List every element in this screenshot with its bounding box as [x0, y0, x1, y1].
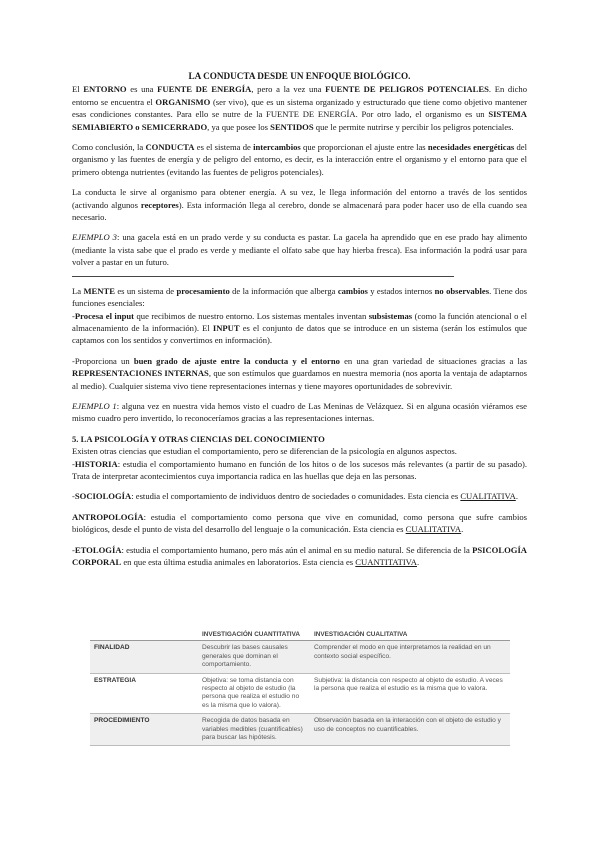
table-cell: Comprender el modo en que interpretamos la realidad en un contexto social específico.	[310, 641, 510, 673]
table-cell: Subjetiva: la distancia con respecto al objeto de estudio. A veces la persona que realiza el estudio es la misma que lo valora.	[310, 673, 510, 714]
paragraph-conducta: Como conclusión, la CONDUCTA es el sistema de intercambios que proporcionan el ajuste entre las necesidades energéticas del organismo y las fuentes de energía y de peligro del entorno, es decir, es la interacción entre el organismo y el entorno para que el primero obtenga nutrientes (evitando las fuentes de peligros potenciales).	[72, 142, 528, 177]
paragraph-mente: La MENTE es un sistema de procesamiento de la información que alberga cambios y estados internos no observables. Tiene dos funciones esenciales:	[72, 285, 527, 309]
document-title: LA CONDUCTA DESDE UN ENFOQUE BIOLÓGICO.	[188, 71, 411, 81]
table-header-cell: INVESTIGACIÓN CUALITATIVA	[310, 630, 510, 641]
table-header-row	[90, 630, 510, 641]
table-row-label: FINALIDAD	[90, 641, 198, 673]
paragraph-antropologia: ANTROPOLOGÍA: estudia el comportamiento como persona que vive en comunidad, como persona que sufre cambios biológicos, desde el punto de vista del desarrollo del lenguaje o la comunicación. Esta ciencia es CUALITATIVA.	[72, 511, 527, 535]
comparison-table	[90, 630, 510, 746]
paragraph-representaciones: -Proporciona un buen grado de ajuste entre la conducta y el entorno en una gran variedad de situaciones gracias a las REPRESENTACIONES INTERNAS, que son estímulos que guardamos en nuestra memoria (nos aporta la ventaja de adaptarnos al medio). Cualquier sistema vivo tiene representaciones internas y tiene mayores oportunidades de sobrevivir.	[72, 355, 528, 391]
paragraph-historia: -HISTORIA: estudia el comportamiento humano en función de los hitos o de los sucesos más relevantes (a partir de su pasado). Trata de interpretar acontecimientos cuya importancia radica en las huellas que deja en las personas.	[72, 458, 527, 481]
paragraph-sociologia: -SOCIOLOGÍA: estudia el comportamiento de individuos dentro de sociedades o comunidades. Esta ciencia es CUALITATIVA.	[72, 491, 518, 502]
table-row-label: PROCEDIMIENTO	[90, 714, 198, 746]
table-row	[90, 641, 510, 673]
table-cell: Observación basada en la interacción con el objeto de estudio y uso de conceptos no cuantificables.	[310, 714, 510, 746]
table-cell: Recogida de datos basada en variables medibles (cuantificables) para buscar las hipótesis.	[198, 714, 310, 746]
table-cell: Descubrir las bases causales generales que dominan el comportamiento.	[198, 641, 310, 673]
horizontal-divider	[72, 276, 454, 277]
paragraph-etologia: -ETOLOGÍA: estudia el comportamiento humano, pero más aún el animal en su medio natural. Se diferencia de la PSICOLOGÍA CORPORAL en que esta última estudia animales en laboratorios. Esta ciencia es CUANTITATIVA.	[72, 544, 527, 567]
paragraph-input: -Procesa el input que recibimos de nuestro entorno. Los sistemas mentales inventan subsistemas (como la función atencional o el almacenamiento de la información). El INPUT es el conjunto de datos que se introduce en un sistema (serán los estímulos que captamos con los sentidos y convertimos en información).	[72, 310, 528, 346]
paragraph-ejemplo-1: EJEMPLO 1: alguna vez en nuestra vida hemos visto el cuadro de Las Meninas de Velázquez. Si en alguna ocasión viéramos ese mismo cuadro pero invertido, lo reconoceríamos gracias a las representaciones internas.	[72, 400, 527, 424]
section-intro: Existen otras ciencias que estudian el comportamiento, pero se diferencian de la psicología en algunos aspectos.	[72, 446, 457, 457]
document-page	[72, 70, 527, 568]
table-cell: Objetiva: se toma distancia con respecto al objeto de estudio (la persona que realiza el estudio no es la misma que lo valora).	[198, 673, 310, 714]
table-header-cell	[90, 630, 198, 641]
table-row	[90, 673, 510, 714]
table-row-label: ESTRATEGIA	[90, 673, 198, 714]
section-heading: 5. LA PSICOLOGÍA Y OTRAS CIENCIAS DEL CONOCIMIENTO	[72, 433, 325, 444]
table-header-cell: INVESTIGACIÓN CUANTITATIVA	[198, 630, 310, 641]
paragraph-energia: La conducta le sirve al organismo para obtener energía. A su vez, le llega información del entorno a través de los sentidos (activando algunos receptores). Esta información llega al cerebro, donde se almacenará para poder hacer uso de ella cuando sea necesario.	[72, 187, 527, 223]
table-row	[90, 714, 510, 746]
paragraph-entorno: El ENTORNO es una FUENTE DE ENERGÍA, pero a la vez una FUENTE DE PELIGROS POTENCIALES. En dicho entorno se encuentra el ORGANISMO (ser vivo), que es un sistema organizado y estructurado que tiene como objetivo mantener esas condiciones constantes. Para ello se nutre de la FUENTE DE ENERGÍA. Por otro lado, el organismo es un SISTEMA SEMIABIERTO o SEMICERRADO, ya que posee los SENTIDOS que le permite nutrirse y percibir los peligros potenciales.	[72, 84, 527, 132]
paragraph-ejemplo-3: EJEMPLO 3: una gacela está en un prado verde y su conducta es pastar. La gacela ha aprendido que en ese prado hay alimento (mediante la vista sabe que el prado es verde y mediante el olfato sabe que hay hierba fresca). Esa información la podrá usar para volver a pastar en un futuro.	[72, 232, 528, 268]
